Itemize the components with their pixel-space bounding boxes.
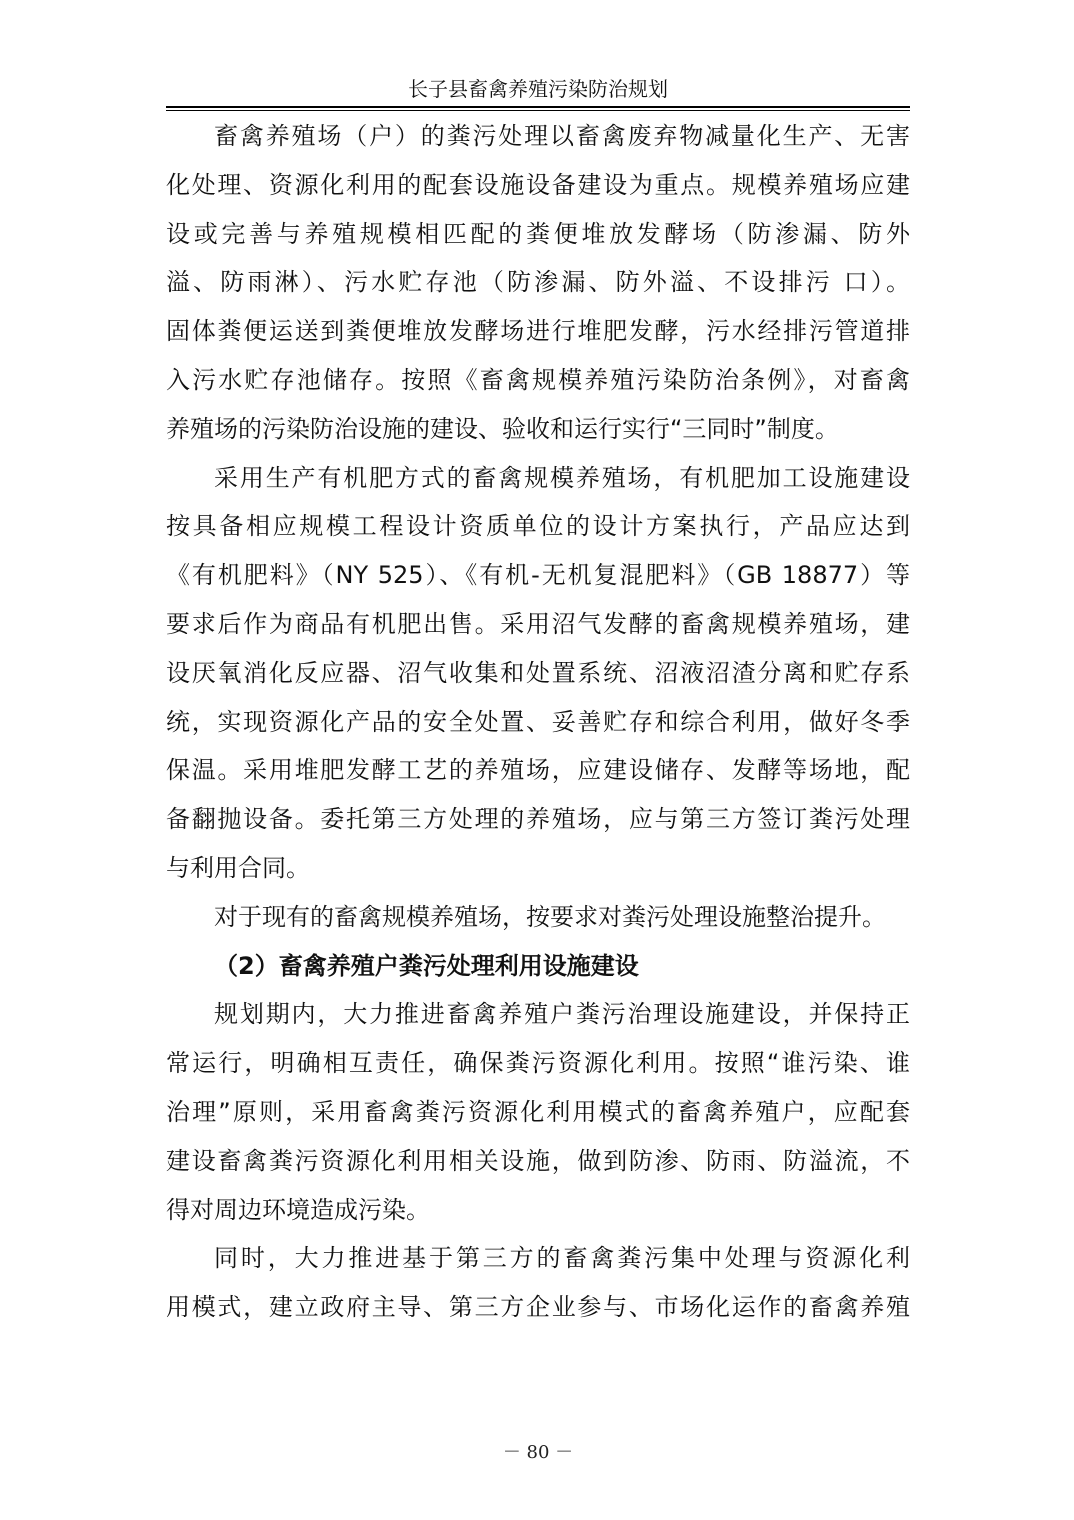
text-line: 与利用合同。	[166, 853, 310, 882]
text-line: 采用生产有机肥方式的畜禽规模养殖场，有机肥加工设施建设	[214, 463, 910, 492]
text-line: 按具备相应规模工程设计资质单位的设计方案执行，产品应达到	[166, 512, 910, 541]
text-line: 统，实现资源化产品的安全处置、妥善贮存和综合利用，做好冬季	[166, 707, 910, 736]
text-line: 规划期内，大力推进畜禽养殖户粪污治理设施建设，并保持正	[214, 1000, 910, 1029]
text-line: 常运行，明确相互责任，确保粪污资源化利用。按照“谁污染、谁	[166, 1049, 910, 1078]
section-heading: （2）畜禽养殖户粪污处理利用设施建设	[214, 951, 639, 980]
text-line: 固体粪便运送到粪便堆放发酵场进行堆肥发酵，污水经排污管道排	[166, 317, 910, 346]
body-text	[166, 112, 910, 1332]
text-line: 畜禽养殖场（户）的粪污处理以畜禽废弃物减量化生产、无害	[214, 122, 910, 150]
text-line: 建设畜禽粪污资源化利用相关设施，做到防渗、防雨、防溢流，不	[166, 1146, 910, 1175]
text-line: 《有机肥料》（NY 525）、《有机-无机复混肥料》（GB 18877）等	[166, 561, 910, 590]
text-line: 同时，大力推进基于第三方的畜禽粪污集中处理与资源化利	[214, 1244, 910, 1273]
text-line: 溢、防雨淋）、污水贮存池（防渗漏、防外溢、不设排污 口）。	[166, 268, 910, 297]
page-number: － 80 －	[502, 1442, 574, 1463]
header-rule-thin	[166, 110, 910, 111]
text-line: 治理”原则，采用畜禽粪污资源化利用模式的畜禽养殖户，应配套	[166, 1097, 910, 1126]
text-line: 化处理、资源化利用的配套设施设备建设为重点。规模养殖场应建	[166, 170, 910, 199]
text-line: 用模式，建立政府主导、第三方企业参与、市场化运作的畜禽养殖	[166, 1293, 910, 1322]
text-line: 设或完善与养殖规模相匹配的粪便堆放发酵场（防渗漏、防外	[166, 219, 910, 248]
text-line: 要求后作为商品有机肥出售。采用沼气发酵的畜禽规模养殖场，建	[166, 609, 910, 638]
text-line: 对于现有的畜禽规模养殖场，按要求对粪污处理设施整治提升。	[214, 902, 886, 931]
running-header: 长子县畜禽养殖污染防治规划	[408, 77, 668, 101]
text-line: 得对周边环境造成污染。	[166, 1195, 430, 1224]
text-line: 备翻抛设备。委托第三方处理的养殖场，应与第三方签订粪污处理	[166, 805, 910, 834]
text-line: 保温。采用堆肥发酵工艺的养殖场，应建设储存、发酵等场地，配	[166, 756, 910, 785]
text-line: 入污水贮存池储存。按照《畜禽规模养殖污染防治条例》，对畜禽	[166, 365, 910, 394]
header-rule	[166, 106, 910, 108]
text-line: 养殖场的污染防治设施的建设、验收和运行实行“三同时”制度。	[166, 414, 839, 443]
text-line: 设厌氧消化反应器、沼气收集和处置系统、沼液沼渣分离和贮存系	[166, 658, 910, 687]
